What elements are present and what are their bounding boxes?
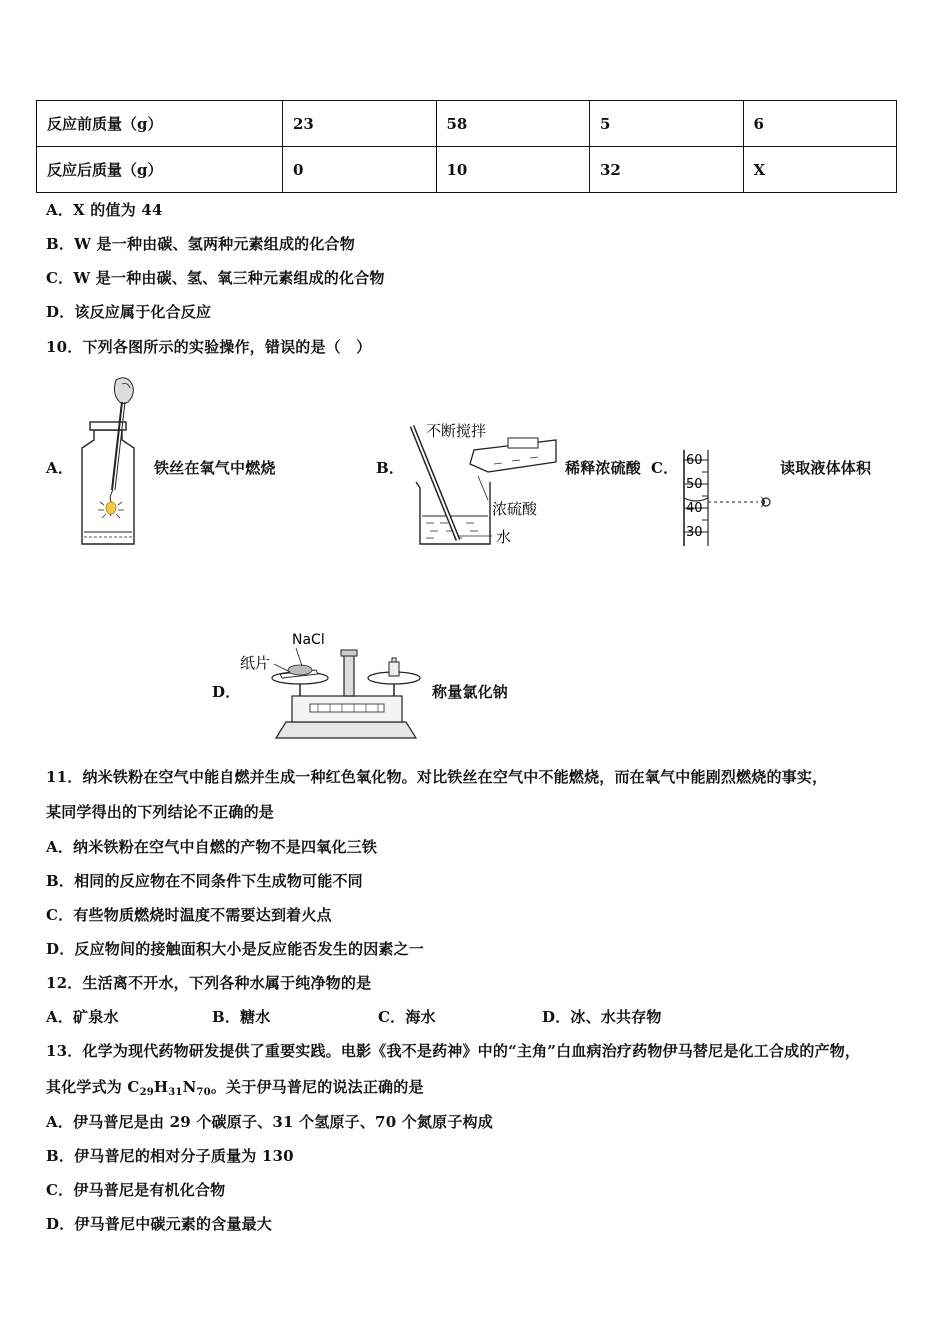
q10-option-a-caption: 铁丝在氧气中燃烧 xyxy=(154,459,276,477)
balance-scale-figure xyxy=(240,626,420,744)
tick-40: 40 xyxy=(686,501,703,516)
dilute-sulfuric-acid-figure xyxy=(408,420,568,550)
q10-option-c-letter: C． xyxy=(651,459,679,477)
graduated-cylinder-figure xyxy=(680,448,784,548)
table-cell: 32 xyxy=(590,147,744,193)
label-nacl: NaCl xyxy=(292,632,325,648)
q11-option-d: D．反应物间的接触面积大小是反应能否发生的因素之一 xyxy=(46,940,425,958)
table-cell: 0 xyxy=(283,147,437,193)
tick-50: 50 xyxy=(686,477,703,492)
table-cell: 5 xyxy=(590,101,744,147)
formula-n-subscript: 70 xyxy=(196,1087,211,1098)
q10-stem: 10．下列各图所示的实验操作，错误的是（ ） xyxy=(46,338,372,356)
formula-suffix: 。关于伊马普尼的说法正确的是 xyxy=(210,1078,424,1096)
q13-option-b: B．伊马普尼的相对分子质量为 130 xyxy=(46,1147,294,1165)
label-stir: 不断搅拌 xyxy=(426,422,487,440)
q13-stem-line2 xyxy=(46,1076,424,1098)
table-row xyxy=(37,101,897,147)
q13-option-c: C．伊马普尼是有机化合物 xyxy=(46,1181,226,1199)
q9-option-d: D．该反应属于化合反应 xyxy=(46,303,212,321)
q12-option-c: C．海水 xyxy=(378,1008,436,1026)
mass-table xyxy=(36,100,897,193)
q11-option-b: B．相同的反应物在不同条件下生成物可能不同 xyxy=(46,872,363,890)
tick-60: 60 xyxy=(686,453,703,468)
q10-option-a-letter: A． xyxy=(46,459,74,477)
table-cell: 23 xyxy=(283,101,437,147)
q10-option-b-letter: B． xyxy=(376,459,405,477)
table-row xyxy=(37,147,897,193)
label-paper: 纸片 xyxy=(240,654,271,672)
q11-option-c: C．有些物质燃烧时温度不需要达到着火点 xyxy=(46,906,332,924)
q10-option-c-caption: 读取液体体积 xyxy=(780,459,872,477)
q12-option-a: A．矿泉水 xyxy=(46,1008,119,1026)
formula-prefix: 其化学式为 C xyxy=(46,1078,140,1096)
table-cell: 10 xyxy=(436,147,590,193)
q13-option-a: A．伊马普尼是由 29 个碳原子、31 个氢原子、70 个氮原子构成 xyxy=(46,1113,493,1131)
table-cell: 6 xyxy=(743,101,897,147)
label-conc-acid: 浓硫酸 xyxy=(492,500,538,518)
iron-wire-combustion-figure xyxy=(78,372,140,548)
table-cell: X xyxy=(743,147,897,193)
q10-option-d-letter: D． xyxy=(212,683,241,701)
q11-stem-line1: 11．纳米铁粉在空气中能自燃并生成一种红色氧化物。对比铁丝在空气中不能燃烧，而在氧气中能剧烈燃烧的事实， xyxy=(46,768,828,786)
table-cell: 反应前质量（g） xyxy=(37,101,283,147)
formula-n: N xyxy=(182,1078,197,1096)
q13-stem-line1: 13．化学为现代药物研发提供了重要实践。电影《我不是药神》中的“主角”白血病治疗药物伊马替尼是化工合成的产物， xyxy=(46,1042,861,1060)
q11-stem-line2: 某同学得出的下列结论不正确的是 xyxy=(46,803,275,821)
q12-stem: 12．生活离不开水，下列各种水属于纯净物的是 xyxy=(46,974,372,992)
q12-option-d: D．冰、水共存物 xyxy=(542,1008,662,1026)
q10-option-b-caption: 稀释浓硫酸 xyxy=(565,459,642,477)
formula-c-subscript: 29 xyxy=(139,1087,154,1098)
q13-option-d: D．伊马普尼中碳元素的含量最大 xyxy=(46,1215,273,1233)
q12-option-b: B．糖水 xyxy=(212,1008,271,1026)
q11-option-a: A．纳米铁粉在空气中自燃的产物不是四氧化三铁 xyxy=(46,838,378,856)
q9-option-a: A．X 的值为 44 xyxy=(46,201,163,219)
q9-option-c: C．W 是一种由碳、氢、氧三种元素组成的化合物 xyxy=(46,269,385,287)
q9-option-b: B．W 是一种由碳、氢两种元素组成的化合物 xyxy=(46,235,355,253)
table-cell: 58 xyxy=(436,101,590,147)
formula-h-subscript: 31 xyxy=(168,1087,183,1098)
q10-option-d-caption: 称量氯化钠 xyxy=(432,683,509,701)
formula-h: H xyxy=(153,1078,169,1096)
label-water: 水 xyxy=(496,528,512,546)
table-cell: 反应后质量（g） xyxy=(37,147,283,193)
tick-30: 30 xyxy=(686,525,703,540)
